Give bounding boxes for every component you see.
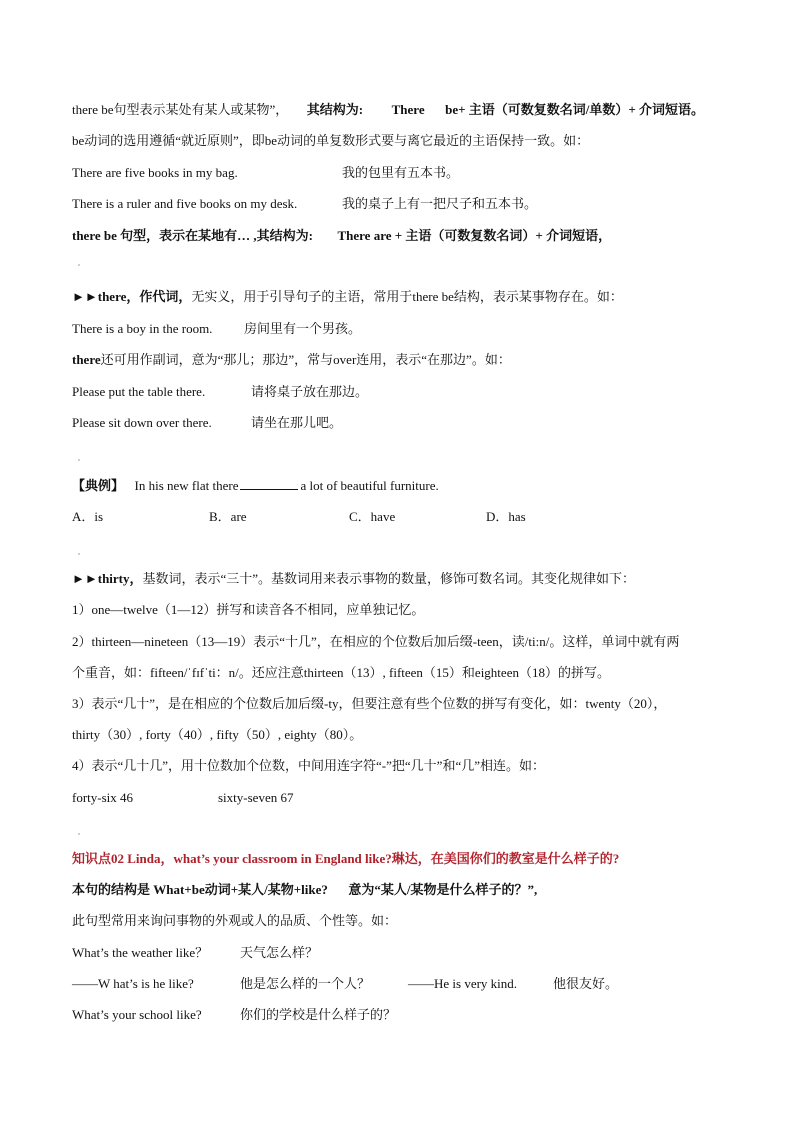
line-number-examples xyxy=(72,789,293,807)
line-example-5 xyxy=(72,414,342,432)
line-example-3 xyxy=(72,320,361,338)
example-zh: 天气怎么样？ xyxy=(240,945,319,960)
line-usage: 此句型常用来询问事物的外观或人的品质、个性等。如： xyxy=(72,913,398,928)
example-zh: 房间里有一个男孩。 xyxy=(244,321,362,336)
option-c: C．have xyxy=(349,509,396,524)
question-text: In his new flat there xyxy=(134,478,239,493)
text-bold: 本句的结构是 What+be动词+某人/某物+like? xyxy=(72,882,328,897)
text-bold: there xyxy=(72,352,101,367)
line-typical-example xyxy=(72,477,439,495)
knowledge-point-heading: 知识点02 Linda，what’s your classroom in England like?琳达，在美国你们的教室是什么样子的? xyxy=(72,851,620,866)
text-bold: 其结构为: xyxy=(306,102,364,117)
number-example: forty-six 46 xyxy=(72,790,134,805)
example-label: 【典例】 xyxy=(72,478,125,493)
answer-blank xyxy=(240,477,298,490)
line-there-be-intro xyxy=(72,101,704,119)
example-zh: 他很友好。 xyxy=(553,976,619,991)
line-there-pronoun xyxy=(72,288,623,306)
paragraph-mark xyxy=(78,459,80,461)
example-zh: 请坐在那儿吧。 xyxy=(251,415,343,430)
example-zh: 我的桌子上有一把尺子和五本书。 xyxy=(342,196,538,211)
line-rule-2-cont: 个重音，如：fifteen/ˈfɪfˈti：n/。还应注意thirteen（13）, fifteen（15）和eighteen（18）的拼写。 xyxy=(72,665,610,680)
line-example-2 xyxy=(72,195,537,213)
number-example: sixty-seven 67 xyxy=(218,790,294,805)
text-bold: ►►there，作代词， xyxy=(72,289,192,304)
line-there-are-structure xyxy=(72,227,611,245)
line-structure xyxy=(72,881,537,899)
line-example-1 xyxy=(72,164,459,182)
line-there-adverb xyxy=(72,351,511,369)
example-en: Please put the table there. xyxy=(72,384,206,399)
example-en: There are five books in my bag. xyxy=(72,165,238,180)
option-d: D．has xyxy=(486,509,526,524)
paragraph-mark xyxy=(78,553,80,555)
line-rule-3-cont: thirty（30）, forty（40）, fifty（50）, eighty（80）。 xyxy=(72,727,363,742)
line-thirty xyxy=(72,570,635,588)
example-en: Please sit down over there. xyxy=(72,415,212,430)
line-rule-4: 4）表示“几十几”，用十位数加个位数，中间用连字符“-”把“几十”和“几”相连。如： xyxy=(72,758,545,773)
example-en: There is a boy in the room. xyxy=(72,321,213,336)
example-zh: 他是怎么样的一个人？ xyxy=(240,976,371,991)
line-proximity-rule: be动词的选用遵循“就近原则”，即be动词的单复数形式要与离它最近的主语保持一致。如： xyxy=(72,133,590,148)
text: there be句型表示某处有某人或某物”， xyxy=(72,102,289,117)
line-example-7 xyxy=(72,975,618,993)
example-en: What’s your school like? xyxy=(72,1007,202,1022)
text: 无实义，用于引导句子的主语，常用于there be结构，表示某事物存在。如： xyxy=(191,289,623,304)
example-zh: 你们的学校是什么样子的？ xyxy=(240,1007,397,1022)
example-en: ——He is very kind. xyxy=(408,976,518,991)
example-en: What’s the weather like？ xyxy=(72,945,209,960)
option-b: B．are xyxy=(209,509,247,524)
question-text: a lot of beautiful furniture. xyxy=(300,478,439,493)
line-rule-2: 2）thirteen—nineteen（13—19）表示“十几”，在相应的个位数后加后缀-teen，读/ti:n/。这样，单词中就有两 xyxy=(72,634,680,649)
text-bold: there be 句型，表示在某地有… ,其结构为: xyxy=(72,228,313,243)
text-bold: be+ 主语（可数复数名词/单数）+ 介词短语。 xyxy=(445,102,705,117)
line-example-6 xyxy=(72,944,318,962)
text-bold: There xyxy=(391,102,425,117)
example-en: ——W hat’s is he like? xyxy=(72,976,194,991)
example-zh: 我的包里有五本书。 xyxy=(342,165,460,180)
line-example-8 xyxy=(72,1006,396,1024)
line-rule-1: 1）one—twelve（1—12）拼写和读音各不相同，应单独记忆。 xyxy=(72,602,425,617)
line-example-4 xyxy=(72,383,368,401)
text-bold: ►►thirty， xyxy=(72,571,143,586)
example-en: There is a ruler and five books on my desk. xyxy=(72,196,298,211)
line-options xyxy=(72,508,526,526)
option-a: A．is xyxy=(72,509,104,524)
example-zh: 请将桌子放在那边。 xyxy=(251,384,369,399)
text: 还可用作副词，意为“那儿；那边”，常与over连用，表示“在那边”。如： xyxy=(100,352,511,367)
line-rule-3: 3）表示“几十”，是在相应的个位数后加后缀-ty，但要注意有些个位数的拼写有变化，如：twenty（20）， xyxy=(72,696,667,711)
paragraph-mark xyxy=(78,833,80,835)
text-bold: There are + 主语（可数复数名词）+ 介词短语， xyxy=(337,228,612,243)
text: 基数词，表示“三十”。基数词用来表示事物的数量，修饰可数名词。其变化规律如下： xyxy=(142,571,636,586)
text-bold: 意为“某人/某物是什么样子的？”, xyxy=(348,882,538,897)
paragraph-mark xyxy=(78,264,80,266)
